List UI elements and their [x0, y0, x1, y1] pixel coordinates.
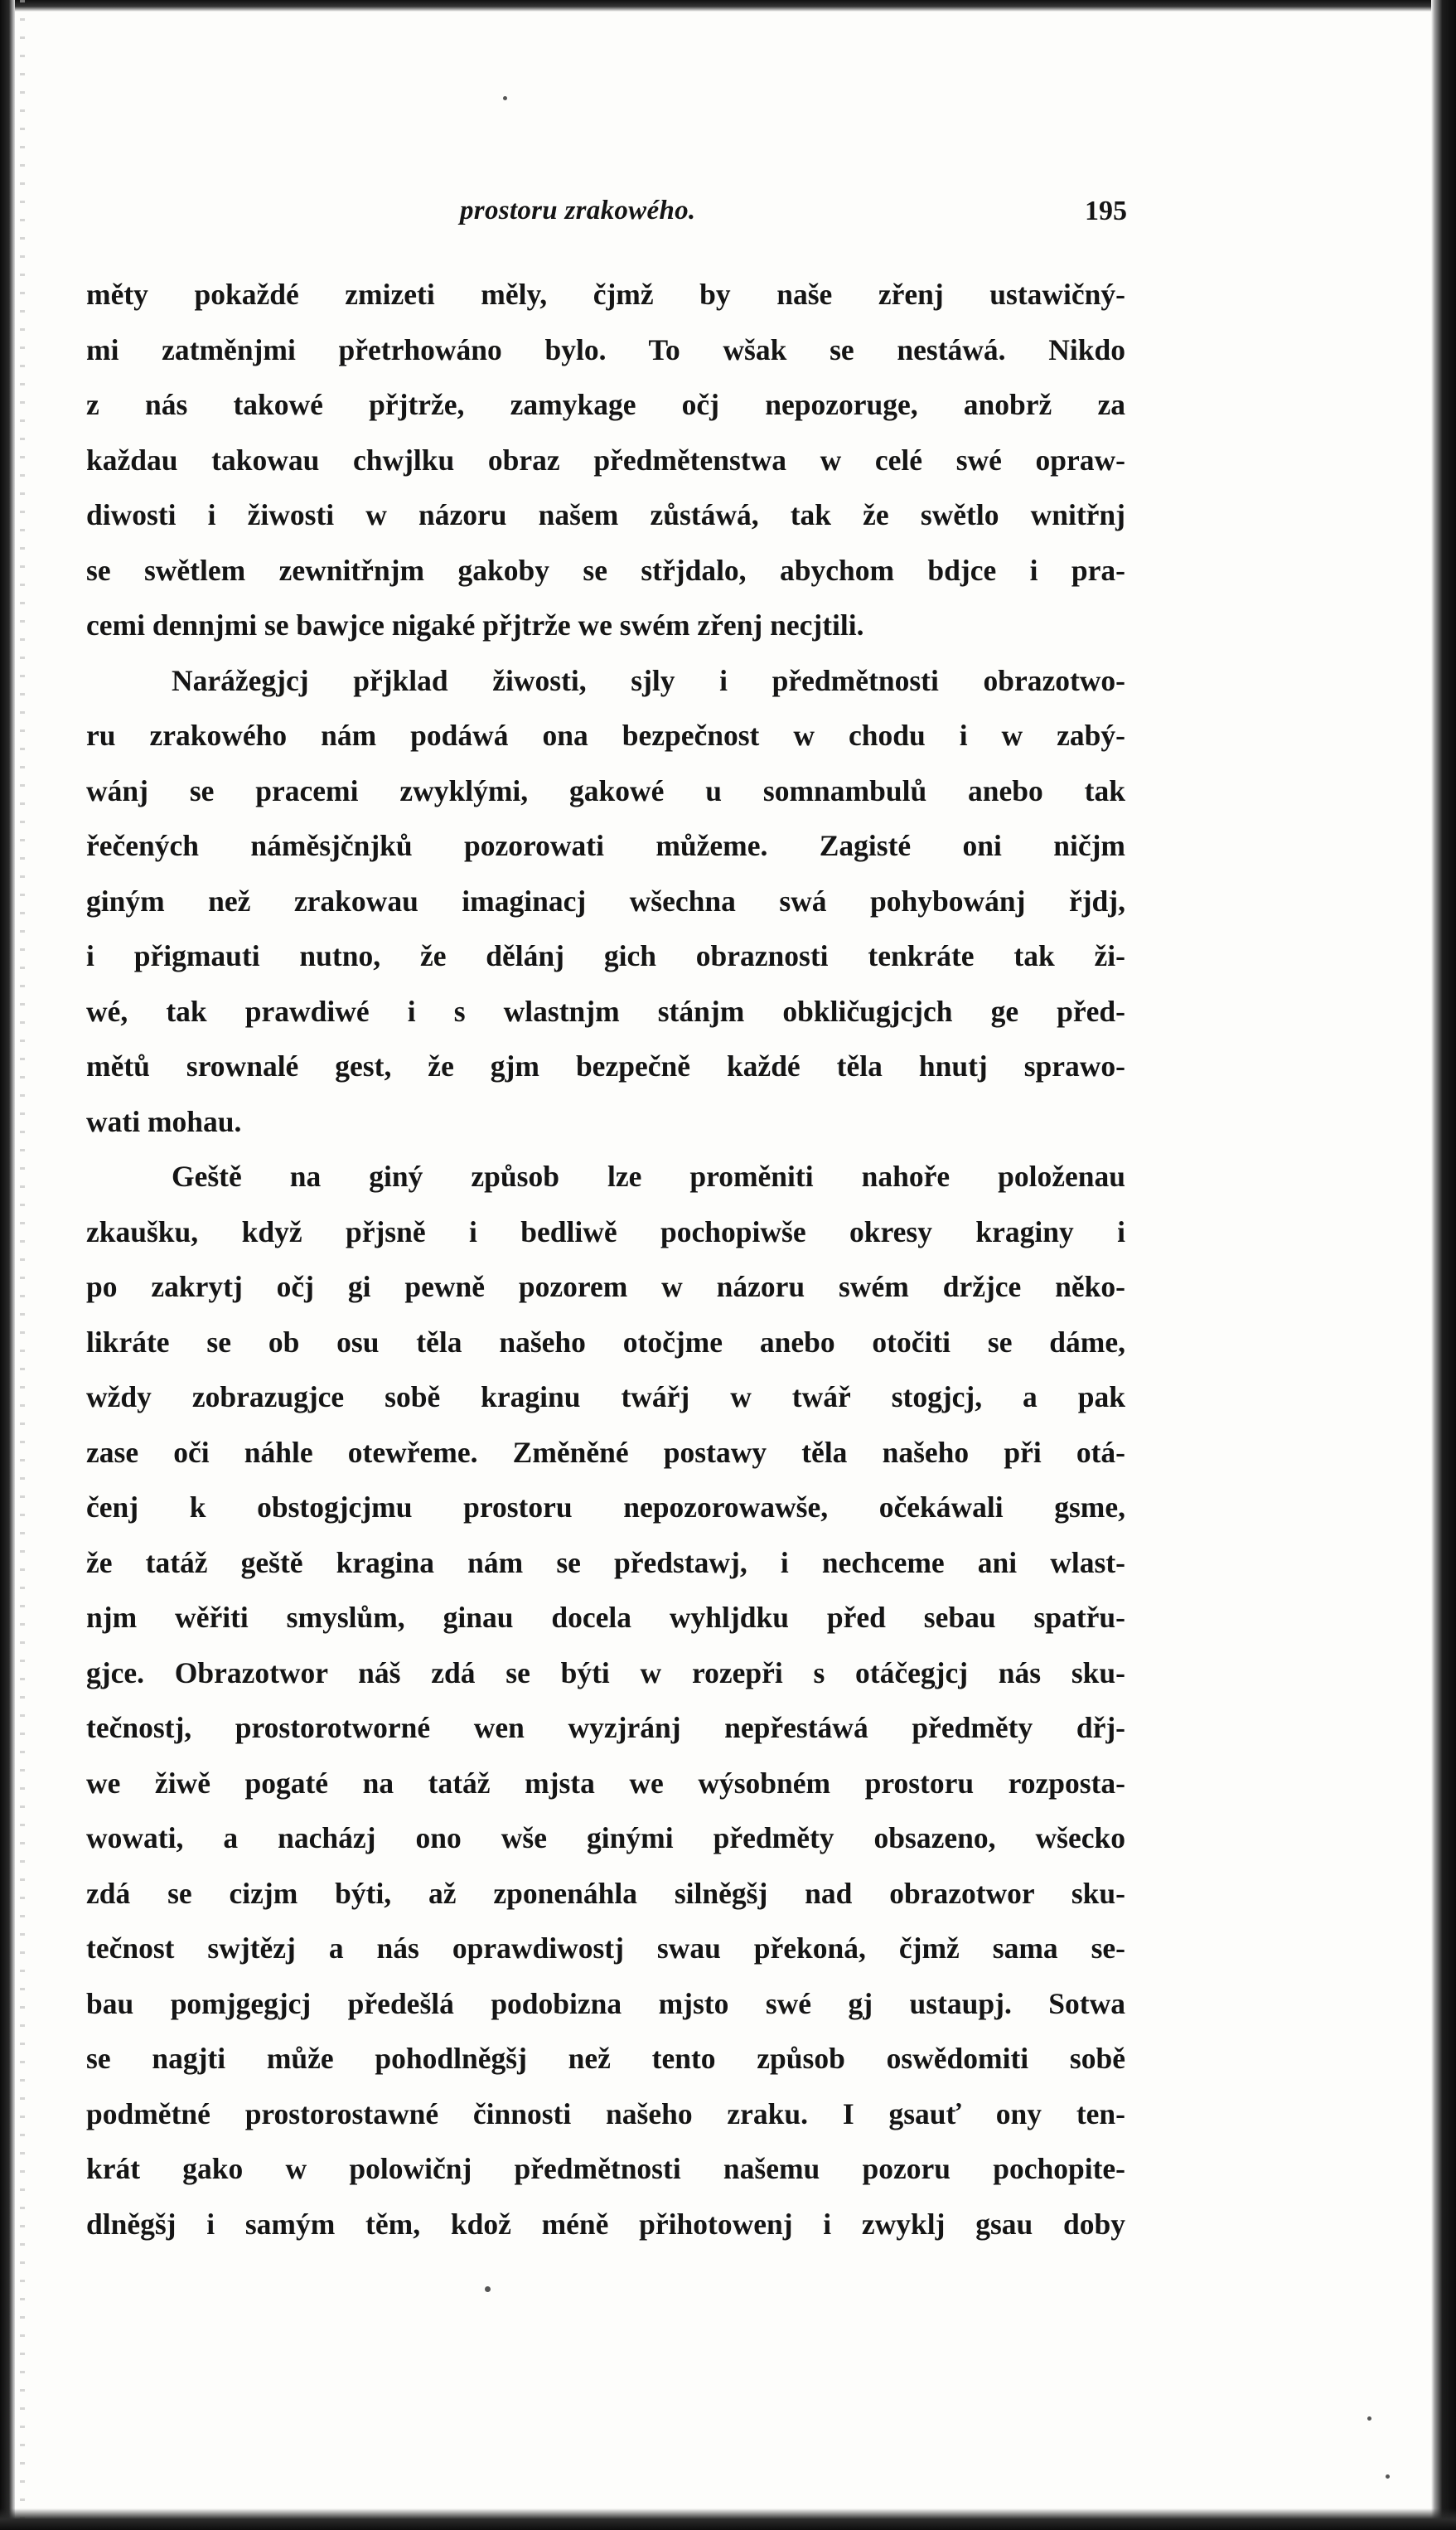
text-line: podmětné prostorostawné činnosti našeho zraku. I gsauť ony ten-	[86, 2096, 1125, 2130]
paragraph	[86, 276, 1125, 662]
body-text	[86, 276, 1125, 2261]
text-line: diwosti i žiwosti w názoru našem zůstáwá, tak že swětlo wnitřnj	[86, 498, 1125, 531]
text-line: njm wěřiti smyslům, ginau docela wyhljdku před sebau spatřu-	[86, 1601, 1125, 1634]
text-line: čenj k obstogjcjmu prostoru nepozorowawše, očekáwali gsme,	[86, 1490, 1125, 1524]
text-line: že tatáž geště kragina nám se předstawj, i nechceme ani wlast-	[86, 1545, 1125, 1579]
scan-border-left-dots	[20, 0, 25, 2530]
scan-border-bottom	[0, 2508, 1456, 2530]
scan-speck	[503, 96, 507, 100]
text-line: we žiwě pogaté na tatáž mjsta we wýsobném prostoru rozposta-	[86, 1766, 1125, 1800]
text-line: i přigmauti nutno, že dělánj gich obraznosti tenkráte tak ži-	[86, 939, 1125, 972]
running-head: prostoru zrakowého.	[460, 196, 696, 225]
page-number: 195	[1085, 196, 1127, 226]
text-line: dlněgšj i samým těm, kdož méně přihotowenj i zwyklj gsau doby	[86, 2207, 1125, 2241]
text-line: wé, tak prawdiwé i s wlastnjm stánjm obkličugjcjch ge před-	[86, 994, 1125, 1028]
text-line: wánj se pracemi zwyklými, gakowé u somnambulů anebo tak	[86, 773, 1125, 807]
text-line: zkaušku, když přjsně i bedliwě pochopiwše okresy kraginy i	[86, 1214, 1125, 1248]
text-line: zase oči náhle otewřeme. Změněné postawy těla našeho při otá-	[86, 1435, 1125, 1469]
scan-border-right	[1431, 0, 1456, 2530]
text-line: mětů srownalé gest, že gjm bezpečně každé těla hnutj sprawo-	[86, 1049, 1125, 1083]
text-line: bau pomjgegjcj předešlá podobizna mjsto swé gj ustaupj. Sotwa	[86, 1986, 1125, 2020]
text-line: měty pokaždé zmizeti měly, čjmž by naše zřenj ustawičný-	[86, 278, 1125, 311]
text-line: po zakrytj očj gi pewně pozorem w názoru swém držjce něko-	[86, 1270, 1125, 1303]
text-line: cemi dennjmi se bawjce nigaké přjtrže we swém zřenj necjtili.	[86, 608, 864, 642]
text-line: ru zrakowého nám podáwá ona bezpečnost w chodu i w zabý-	[86, 719, 1125, 752]
text-line: zdá se cizjm býti, až zponenáhla silněgšj nad obrazotwor sku-	[86, 1876, 1125, 1910]
scan-border-top	[0, 0, 1456, 12]
text-line: wowati, a nacházj ono wše ginými předměty obsazeno, wšecko	[86, 1821, 1125, 1854]
paragraph	[86, 1158, 1125, 2261]
text-line: mi zatměnjmi přetrhowáno bylo. To wšak se nestáwá. Nikdo	[86, 332, 1125, 366]
text-line: se swětlem zewnitřnjm gakoby se střjdalo, abychom bdjce i pra-	[86, 553, 1125, 587]
text-line: gjce. Obrazotwor náš zdá se býti w rozepři s otáčegjcj nás sku-	[86, 1655, 1125, 1689]
text-line: wati mohau.	[86, 1104, 242, 1138]
page-header	[83, 196, 1127, 237]
text-line: Narážegjcj přjklad žiwosti, sjly i předmětnosti obrazotwo-	[172, 663, 1125, 697]
paragraph	[86, 662, 1125, 1159]
text-line: každau takowau chwjlku obraz předmětenstwa w celé swé opraw-	[86, 443, 1125, 477]
text-line: krát gako w polowičnj předmětnosti našemu pozoru pochopite-	[86, 2152, 1125, 2185]
text-line: likráte se ob osu těla našeho otočjme anebo otočiti se dáme,	[86, 1325, 1125, 1359]
scan-border-left	[0, 0, 15, 2530]
text-line: z nás takowé přjtrže, zamykage očj nepozoruge, anobrž za	[86, 388, 1125, 421]
scan-speck	[485, 2286, 491, 2292]
text-line: wždy zobrazugjce sobě kraginu twářj w twář stogjcj, a pak	[86, 1380, 1125, 1413]
text-line: řečených náměsjčnjků pozorowati můžeme. Zagisté oni ničjm	[86, 829, 1125, 862]
text-line: tečnostj, prostorotworné wen wyzjránj nepřestáwá předměty dřj-	[86, 1711, 1125, 1744]
text-line: giným než zrakowau imaginacj wšechna swá pohybowánj řjdj,	[86, 884, 1125, 918]
text-line: se nagjti může pohodlněgšj než tento způsob oswědomiti sobě	[86, 2042, 1125, 2075]
scan-speck	[1386, 2474, 1390, 2479]
text-line: tečnost swjtězj a nás oprawdiwostj swau překoná, čjmž sama se-	[86, 1931, 1125, 1965]
scan-speck	[1367, 2416, 1371, 2421]
text-line: Geště na giný způsob lze proměniti nahoře položenau	[172, 1160, 1125, 1193]
